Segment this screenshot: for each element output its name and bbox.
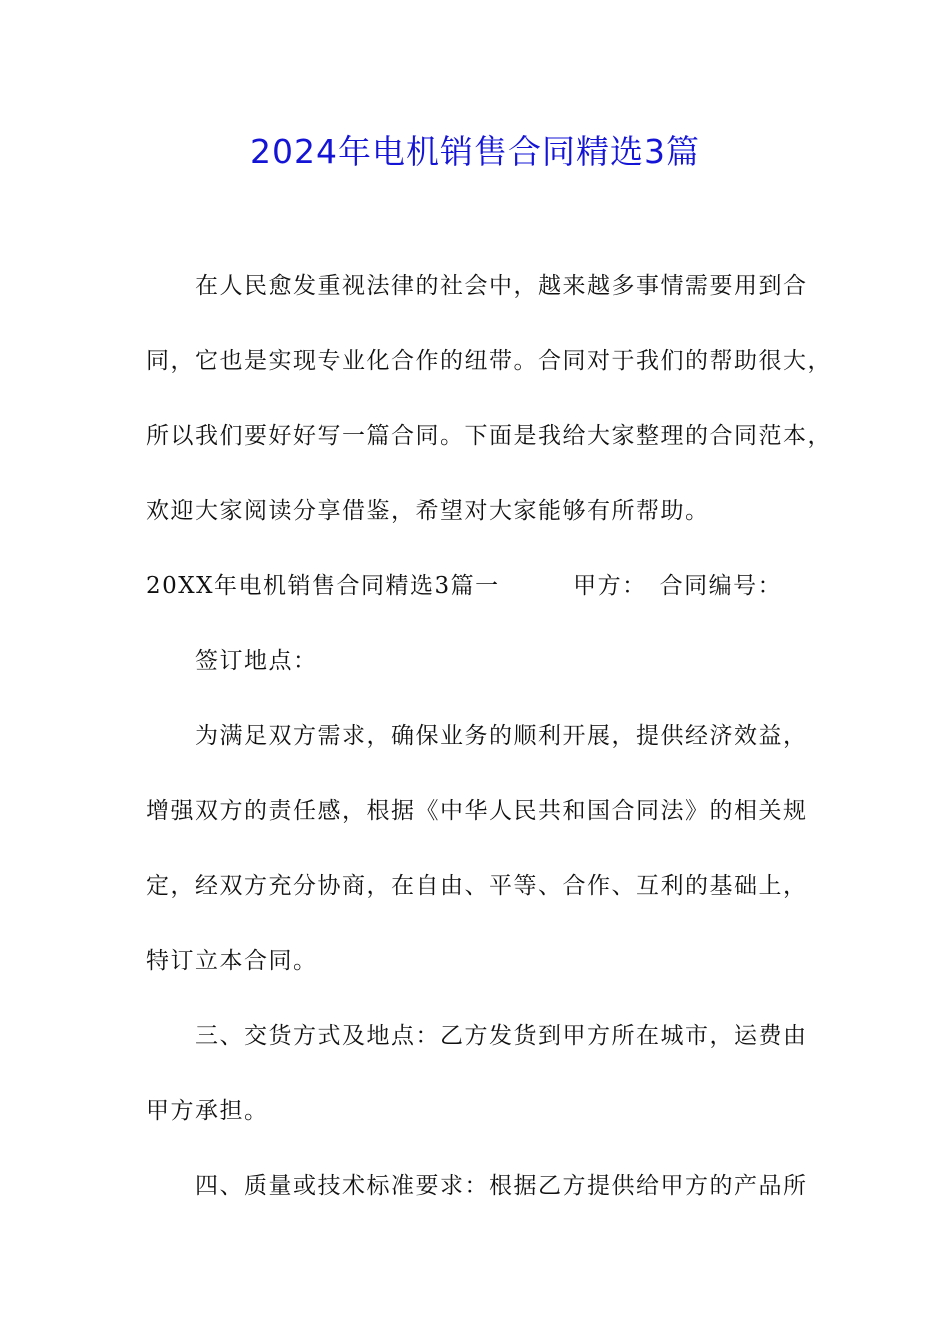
paragraph-line: 四、质量或技术标准要求：根据乙方提供给甲方的产品所 <box>195 1173 808 1199</box>
paragraph-line: 为满足双方需求，确保业务的顺利开展，提供经济效益， <box>195 723 808 749</box>
paragraph-line: 签订地点： <box>195 648 318 674</box>
paragraph-line: 特订立本合同。 <box>146 948 318 974</box>
paragraph-line: 甲方承担。 <box>146 1098 269 1124</box>
paragraph-line: 增强双方的责任感，根据《中华人民共和国合同法》的相关规 <box>146 798 808 824</box>
paragraph-line: 欢迎大家阅读分享借鉴，希望对大家能够有所帮助。 <box>146 498 710 524</box>
paragraph-line: 所以我们要好好写一篇合同。下面是我给大家整理的合同范本， <box>146 423 832 449</box>
paragraph-line: 定，经双方充分协商，在自由、平等、合作、互利的基础上， <box>146 873 808 899</box>
section-heading-line: 20XX年电机销售合同精选3篇一 甲方： 合同编号： <box>146 573 783 599</box>
paragraph-line: 三、交货方式及地点：乙方发货到甲方所在城市，运费由 <box>195 1023 808 1049</box>
paragraph-line: 在人民愈发重视法律的社会中，越来越多事情需要用到合 <box>195 273 808 299</box>
paragraph-line: 同，它也是实现专业化合作的纽带。合同对于我们的帮助很大， <box>146 348 832 374</box>
document-title: 2024年电机销售合同精选3篇 <box>250 132 700 171</box>
